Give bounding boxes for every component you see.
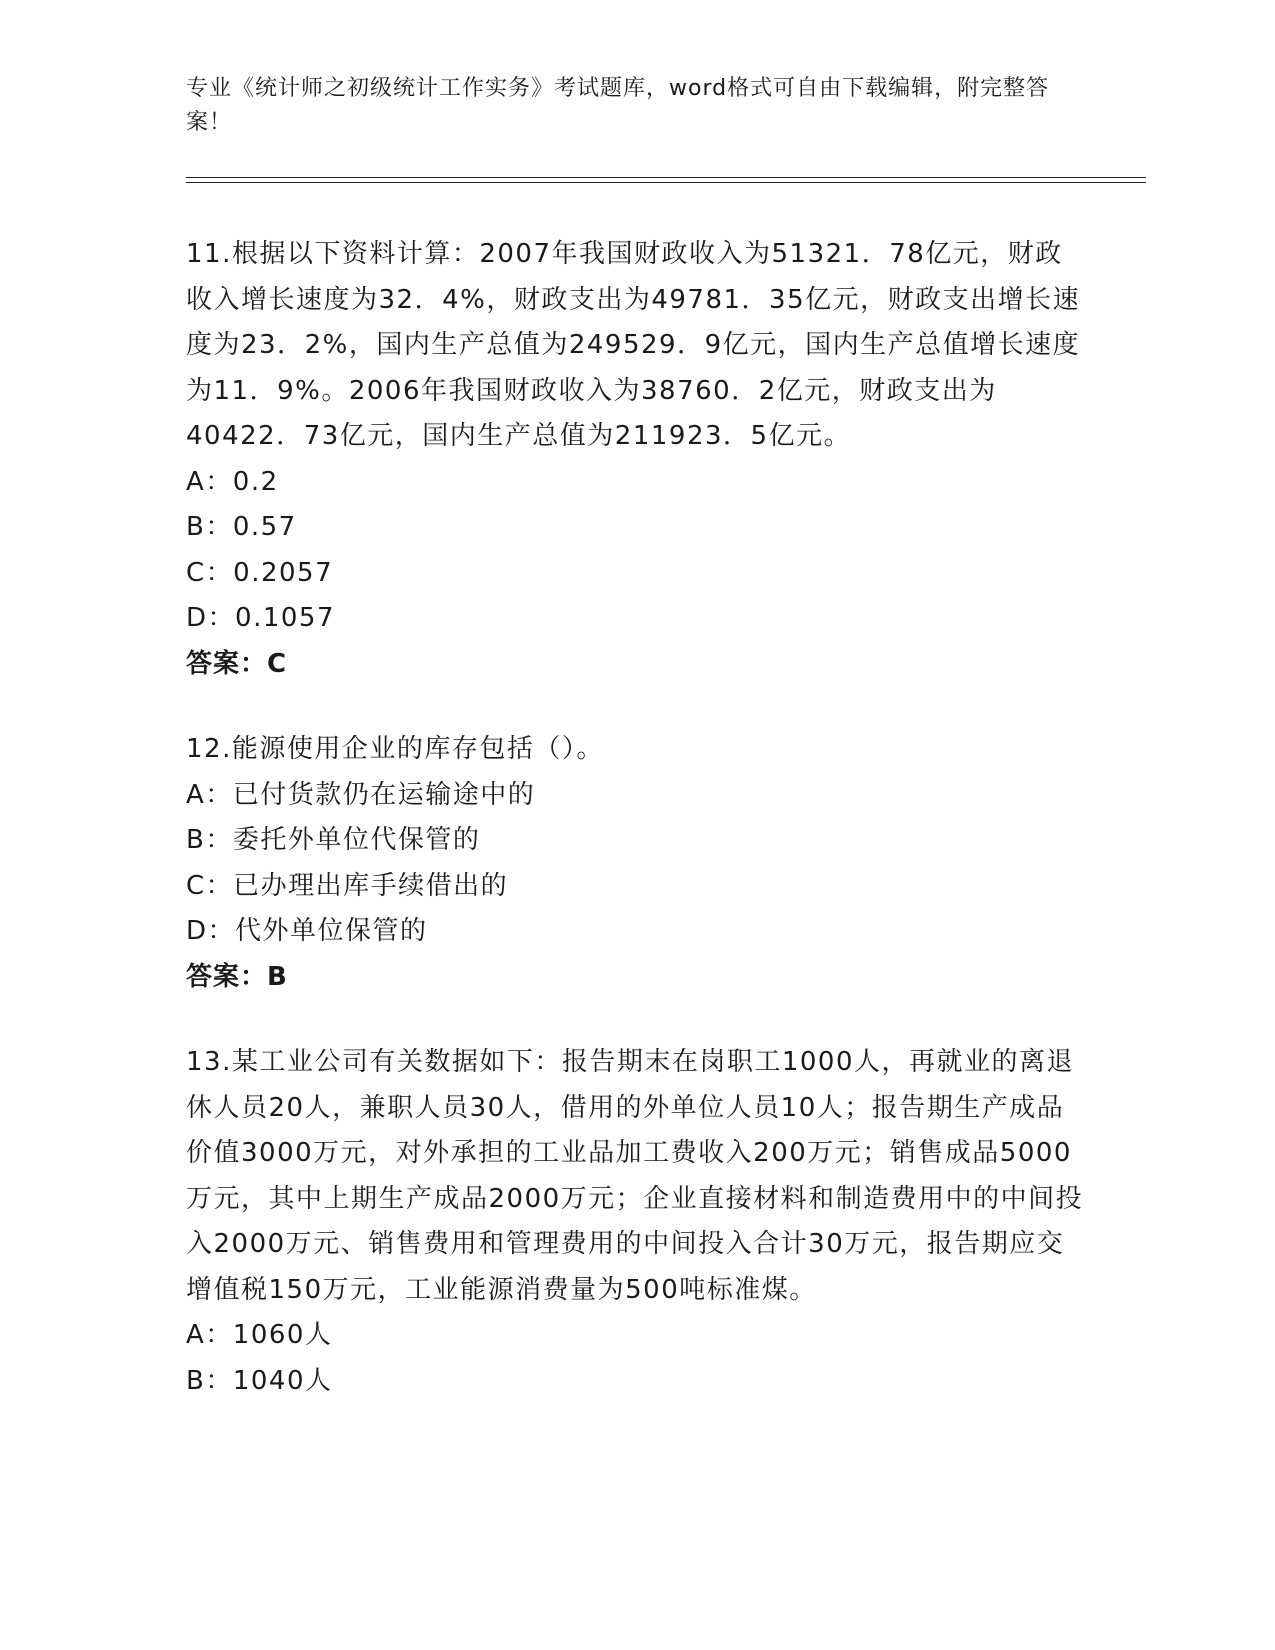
- option-c: C：已办理出库手续借出的: [186, 870, 509, 901]
- option-a: A：已付货款仍在运输途中的: [186, 779, 536, 810]
- option-a: A：0.2: [186, 466, 279, 497]
- question-13: [186, 1040, 1086, 1404]
- answer: 答案：C: [186, 648, 288, 679]
- header-rule-bottom: [186, 182, 1146, 183]
- option-b: B：1040人: [186, 1365, 333, 1396]
- header-rule-top: [186, 177, 1146, 178]
- answer: 答案：B: [186, 961, 288, 992]
- question-text: 13.某工业公司有关数据如下：报告期末在岗职工1000人，再就业的离退休人员20人，兼职人员30人，借用的外单位人员10人；报告期生产成品价值3000万元，对外承担的工业品加工费收入200万元；销售成品5000万元，其中上期生产成品2000万元；企业直接材料和制造费用中的中间投入2000万元、销售费用和管理费用的中间投入合计30万元，报告期应交增值税150万元，工业能源消费量为500吨标准煤。: [186, 1047, 1084, 1305]
- question-11: [186, 232, 1086, 687]
- option-b: B：委托外单位代保管的: [186, 825, 481, 855]
- option-c: C：0.2057: [186, 557, 334, 588]
- question-text: 12.能源使用企业的库存包括（）。: [186, 734, 604, 764]
- question-list: [186, 232, 1086, 1444]
- option-d: D：代外单位保管的: [186, 916, 428, 946]
- option-a: A：1060人: [186, 1320, 333, 1350]
- option-d: D：0.1057: [186, 603, 335, 633]
- question-12: [186, 727, 1086, 1000]
- question-text: 11.根据以下资料计算：2007年我国财政收入为51321．78亿元，财政收入增长速度为32．4%，财政支出为49781．35亿元，财政支出增长速度为23．2%，国内生产总值为249529．9亿元，国内生产总值增长速度为11．9%。2006年我国财政收入为38760．2亿元，财政支出为40422．73亿元，国内生产总值为211923．5亿元。: [186, 239, 1081, 451]
- option-b: B：0.57: [186, 512, 297, 542]
- document-header: 专业《统计师之初级统计工作实务》考试题库，word格式可自由下载编辑，附完整答案！: [186, 76, 1050, 135]
